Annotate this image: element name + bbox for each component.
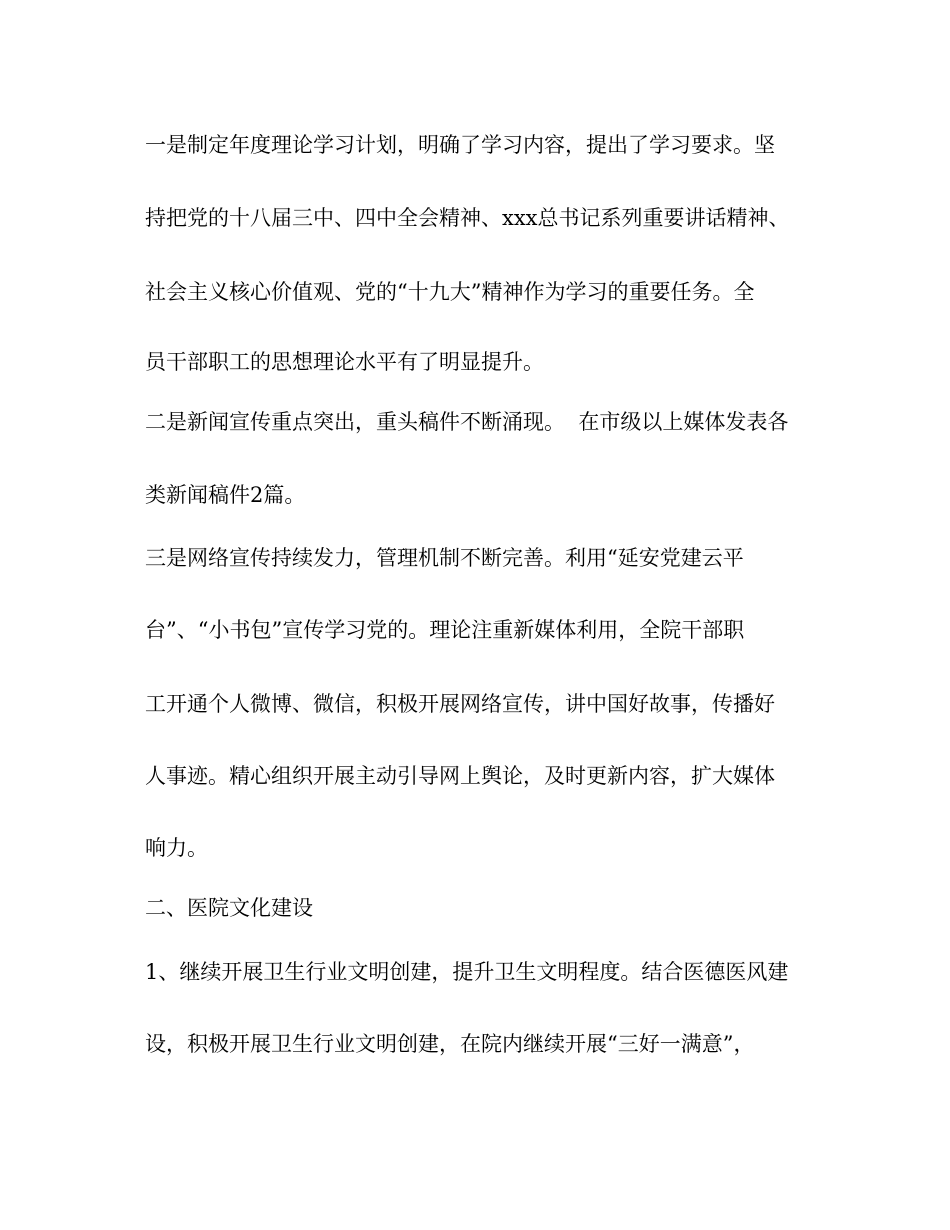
section-heading: 二、医院文化建设 xyxy=(145,896,313,920)
paragraph-line: 人事迹。精心组织开展主动引导网上舆论，及时更新内容，扩大媒体 xyxy=(145,764,775,788)
paragraph-line: 二是新闻宣传重点突出，重头稿件不断涌现。 在市级以上媒体发表各 xyxy=(145,410,789,434)
paragraph-line: 类新闻稿件2篇。 xyxy=(145,483,306,507)
paragraph-line: 设，积极开展卫生行业文明创建，在院内继续开展“三好一满意”， xyxy=(145,1032,755,1056)
paragraph-line: 响力。 xyxy=(145,836,208,860)
paragraph-line: 持把党的十八届三中、四中全会精神、xxx总书记系列重要讲话精神、 xyxy=(145,206,790,230)
paragraph-line: 员干部职工的思想理论水平有了明显提升。 xyxy=(145,350,544,374)
paragraph-line: 三是网络宣传持续发力，管理机制不断完善。利用“延安党建云平 xyxy=(145,546,744,570)
paragraph-line: 台”、“小书包”宣传学习党的。理论注重新媒体利用，全院干部职 xyxy=(145,618,745,642)
paragraph-line: 工开通个人微博、微信，积极开展网络宣传，讲中国好故事，传播好 xyxy=(145,692,775,716)
paragraph-line: 1、继续开展卫生行业文明创建，提升卫生文明程度。结合医德医风建 xyxy=(145,960,789,984)
paragraph-line: 一是制定年度理论学习计划，明确了学习内容，提出了学习要求。坚 xyxy=(145,133,775,157)
paragraph-line: 社会主义核心价值观、党的“十九大”精神作为学习的重要任务。全 xyxy=(145,280,755,304)
